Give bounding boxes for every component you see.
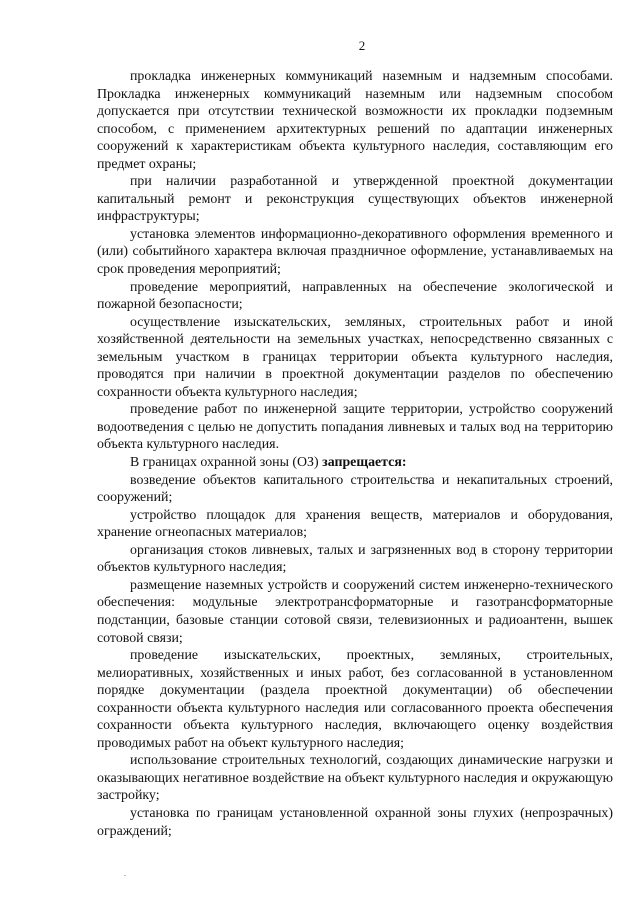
prohibited-item-drainage: организация стоков ливневых, талых и загрязненных вод в сторону территории объектов культурного наследия; xyxy=(97,542,613,576)
prohibited-item-fences: установка по границам установленной охранной зоны глухих (непрозрачных) ограждений; xyxy=(97,805,613,839)
prohibited-item-works: проведение изыскательских, проектных, земляных, строительных, мелиоративных, хозяйственных и иных работ, без согласованной в установленном порядке документации (раздела проектной документации) об обеспечении сохранности объекта культурного наследия или согласованного проекта обеспечения сохранности объекта культурного наследия, включающего оценку воздействия проводимых работ на объект культурного наследия; xyxy=(97,648,613,751)
document-body xyxy=(97,68,613,840)
prohibited-item-utilities: размещение наземных устройств и сооружений систем инженерно-технического обеспечения: модульные электротрансформаторные и газотрансформаторные подстанции, базовые станции сотовой связи, телевизионных и радиоантенн, вышек сотовой связи; xyxy=(97,577,613,646)
prohibited-item-technologies: использование строительных технологий, создающих динамические нагрузки и оказывающих негативное воздействие на объект культурного наследия и окружающую застройку; xyxy=(97,753,613,804)
permitted-item-protection: проведение работ по инженерной защите территории, устройство сооружений водоотведения с целью не допустить попадания ливневых и талых вод на территорию объекта культурного наследия. xyxy=(97,402,613,453)
prohibited-item-construction: возведение объектов капитального строительства и некапитальных строений, сооружений; xyxy=(97,472,613,506)
permitted-item-decoration: установка элементов информационно-декоративного оформления временного и (или) событийного характера включая праздничное оформление, устанавливаемых на срок проведения мероприятий; xyxy=(97,226,613,278)
permitted-item-pipelines: прокладка инженерных коммуникаций наземным и надземным способами. Прокладка инженерных коммуникаций наземным или надземным способом допускается при отсутствии технической возможности их прокладки подземным способом, с применением архитектурных решений по адаптации инженерных сооружений к характеристикам объекта культурного наследия, составляющим его предмет охраны; xyxy=(97,69,613,172)
prohibited-heading xyxy=(97,454,613,472)
heading-bold: запрещается: xyxy=(322,455,407,471)
heading-prefix: В границах охранной зоны (ОЗ) xyxy=(130,455,323,471)
permitted-item-safety: проведение мероприятий, направленных на обеспечение экологической и пожарной безопасности; xyxy=(97,279,613,313)
permitted-item-works: осуществление изыскательских, земляных, строительных работ и иной хозяйственной деятельности на земельных участках, непосредственно связанных с земельным участком в границах территории объекта культурного наследия, проводятся при наличии в проектной документации разделов по обеспечению сохранности объекта культурного наследия; xyxy=(97,314,613,400)
scan-speck xyxy=(124,875,126,876)
permitted-item-repair: при наличии разработанной и утвержденной проектной документации капитальный ремонт и реконструкция существующих объектов инженерной инфраструктуры; xyxy=(97,174,613,225)
page-number: 2 xyxy=(358,38,366,53)
prohibited-item-storage: устройство площадок для хранения веществ, материалов и оборудования, хранение огнеопасных материалов; xyxy=(97,507,613,541)
